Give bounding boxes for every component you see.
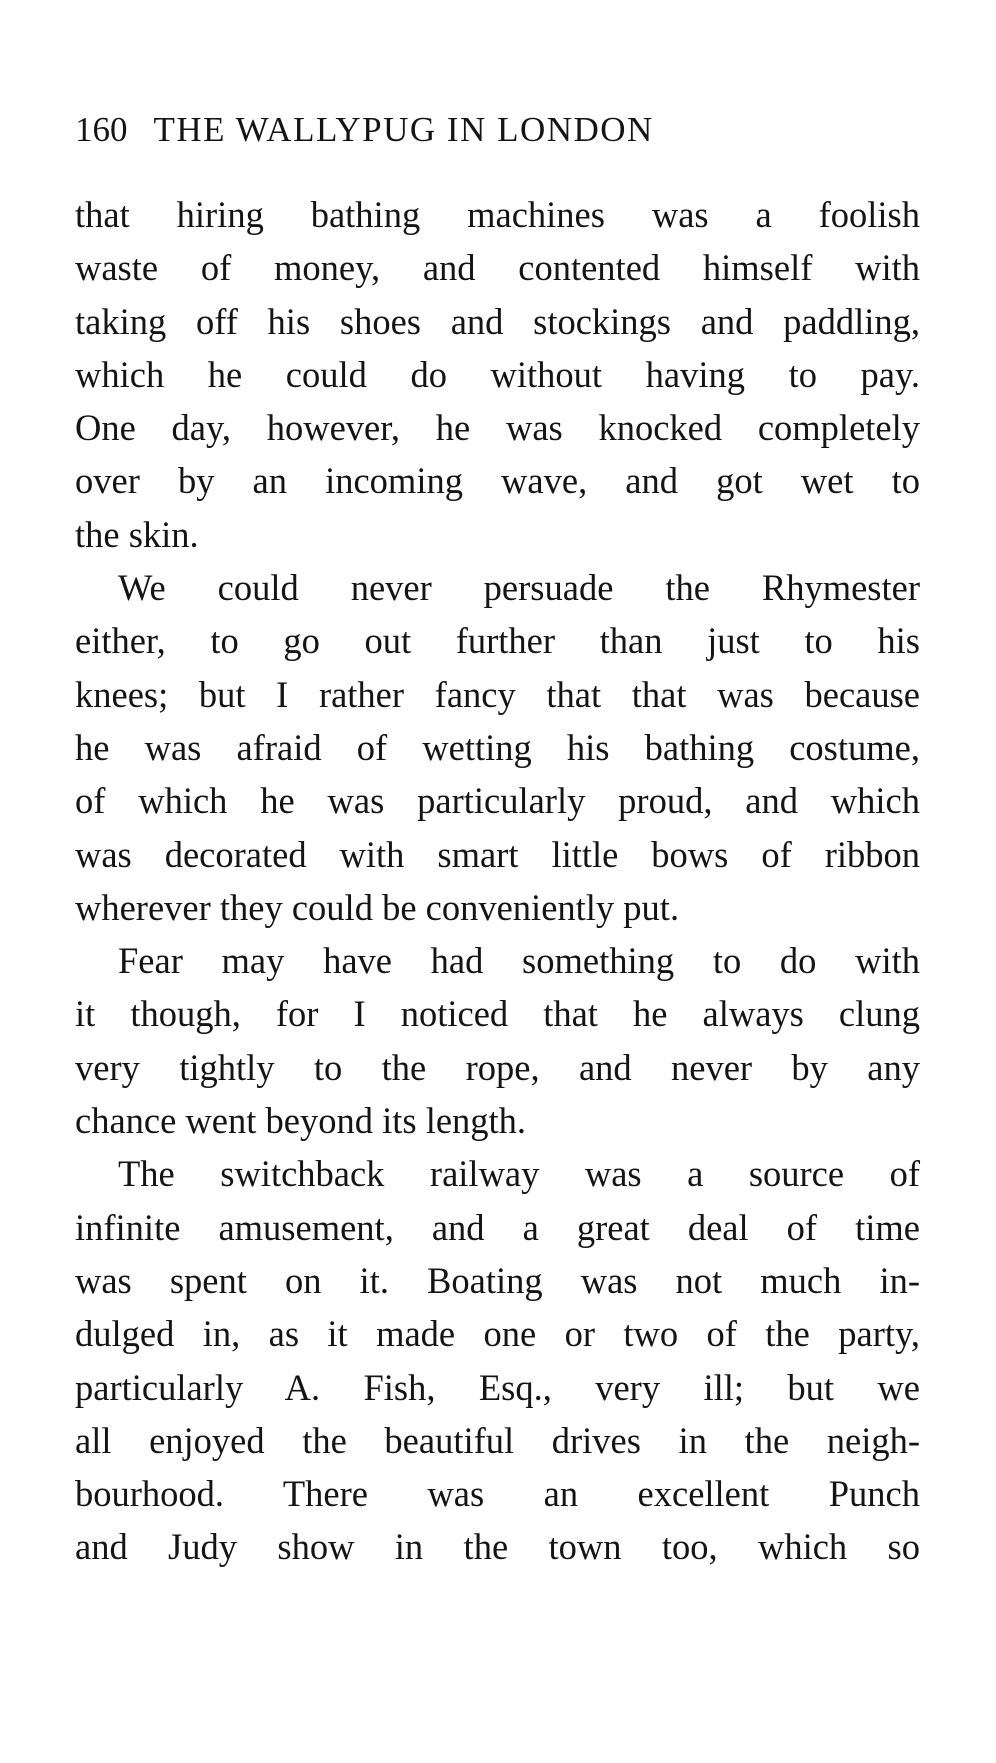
text-line: One day, however, he was knocked completely — [75, 407, 920, 449]
text-line: waste of money, and contented himself with — [75, 247, 920, 289]
text-line: all enjoyed the beautiful drives in the neigh- — [75, 1419, 920, 1461]
text-line: over by an incoming wave, and got wet to — [75, 460, 920, 502]
text-line: particularly A. Fish, Esq., very ill; but we — [75, 1366, 920, 1408]
text-line: knees; but I rather fancy that that was because — [75, 673, 920, 715]
text-line: of which he was particularly proud, and which — [75, 780, 920, 822]
running-title: THE WALLYPUG IN LONDON — [153, 110, 654, 149]
text-line: bourhood. There was an excellent Punch — [75, 1473, 920, 1515]
text-line: the skin. — [75, 513, 199, 555]
text-line: The switchback railway was a source of — [118, 1153, 920, 1195]
text-line: Fear may have had something to do with — [118, 940, 920, 982]
text-line: was spent on it. Boating was not much in- — [75, 1259, 920, 1301]
text-line: it though, for I noticed that he always clung — [75, 993, 920, 1035]
text-line: infinite amusement, and a great deal of time — [75, 1206, 920, 1248]
running-head — [75, 108, 835, 152]
text-line: We could never persuade the Rhymester — [118, 567, 920, 609]
text-line: that hiring bathing machines was a foolish — [75, 194, 920, 235]
text-line: very tightly to the rope, and never by any — [75, 1046, 920, 1088]
text-line: dulged in, as it made one or two of the party, — [75, 1313, 920, 1355]
text-line: was decorated with smart little bows of ribbon — [75, 833, 920, 875]
text-line: he was afraid of wetting his bathing costume, — [75, 726, 920, 768]
text-line: wherever they could be conveniently put. — [75, 886, 680, 928]
text-line: which he could do without having to pay. — [75, 353, 920, 395]
text-line: and Judy show in the town too, which so — [75, 1526, 920, 1568]
text-line: taking off his shoes and stockings and paddling, — [75, 300, 920, 342]
body-text — [75, 188, 920, 1574]
text-line: chance went beyond its length. — [75, 1100, 527, 1142]
page-number: 160 — [75, 110, 128, 149]
text-line: either, to go out further than just to his — [75, 620, 920, 662]
